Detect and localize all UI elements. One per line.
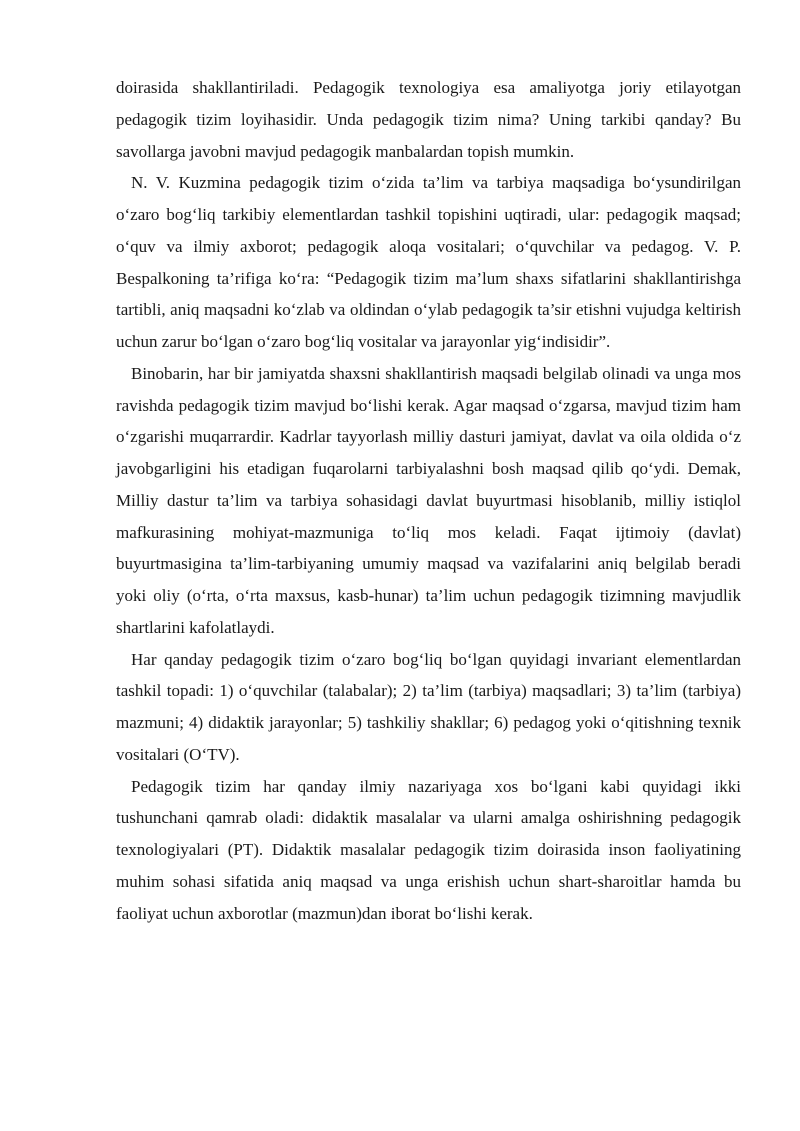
paragraph-invariant-elements: Har qanday pedagogik tizim o‘zaro bog‘liq bo‘lgan quyidagi invariant elementlardan tashkil topadi: 1) o‘quvchilar (talabalar); 2) ta’lim (tarbiya) maqsadlari; 3) ta’lim (tarbiya) mazmuni; 4) didaktik jarayonlar; 5) tashkiliy shakllar; 6) pedagog yoki o‘qitishning texnik vositalari (O‘TV). <box>116 649 741 764</box>
paragraph-national-program: Binobarin, har bir jamiyatda shaxsni shakllantirish maqsadi belgilab olinadi va unga mos ravishda pedagogik tizim mavjud bo‘lishi kerak. Agar maqsad o‘zgarsa, mavjud tizim ham o‘zgarishi muqarrardir. Kadrlar tayyorlash milliy dasturi jamiyat, davlat va oila oldida o‘z javobgarligini his etadigan fuqarolarni tarbiyalashni bosh maqsad qilib qo‘ydi. Demak, Milliy dastur ta’lim va tarbiya sohasidagi davlat buyurtmasi hisoblanib, milliy istiqlol mafkurasining mohiyat-mazmuniga to‘liq mos keladi. Faqat ijtimoiy (davlat) buyurtmasigina ta’lim-tarbiyaning umumiy maqsad va vazifalarini aniq belgilab beradi yoki oliy (o‘rta, o‘rta maxsus, kasb-hunar) ta’lim uchun pedagogik tizimning mavjudlik shartlarini kafolatlaydi. <box>116 363 741 637</box>
paragraph-kuzmina-definition: N. V. Kuzmina pedagogik tizim o‘zida ta’lim va tarbiya maqsadiga bo‘ysundirilgan o‘zaro bog‘liq tarkibiy elementlardan tashkil topishini uqtiradi, ular: pedagogik maqsad; o‘quv va ilmiy axborot; pedagogik aloqa vositalari; o‘quvchilar va pedagog. V. P. Bespalkoning ta’rifiga ko‘ra: “Pedagogik tizim ma’lum shaxs sifatlarini shakllantirishga tartibli, aniq maqsadni ko‘zlab va oldindan o‘ylab pedagogik ta’sir etishni vujudga keltirish uchun zarur bo‘lgan o‘zaro bog‘liq vositalar va jarayonlar yig‘indisidir”. <box>116 173 741 351</box>
body-text <box>116 72 741 929</box>
paragraph-continuation: doirasida shakllantiriladi. Pedagogik texnologiya esa amaliyotga joriy etilayotgan pedagogik tizim loyihasidir. Unda pedagogik tizim nima? Uning tarkibi qanday? Bu savollarga javobni mavjud pedagogik manbalardan topish mumkin. <box>116 78 741 161</box>
paragraph-didactic-tasks: Pedagogik tizim har qanday ilmiy nazariyaga xos bo‘lgani kabi quyidagi ikki tushunchani qamrab oladi: didaktik masalalar va ularni amalga oshirishning pedagogik texnologiyalari (PT). Didaktik masalalar pedagogik tizim doirasida inson faoliyatining muhim sohasi sifatida aniq maqsad va unga erishish uchun shart-sharoitlar hamda bu faoliyat uchun axborotlar (mazmun)dan iborat bo‘lishi kerak. <box>116 776 741 923</box>
